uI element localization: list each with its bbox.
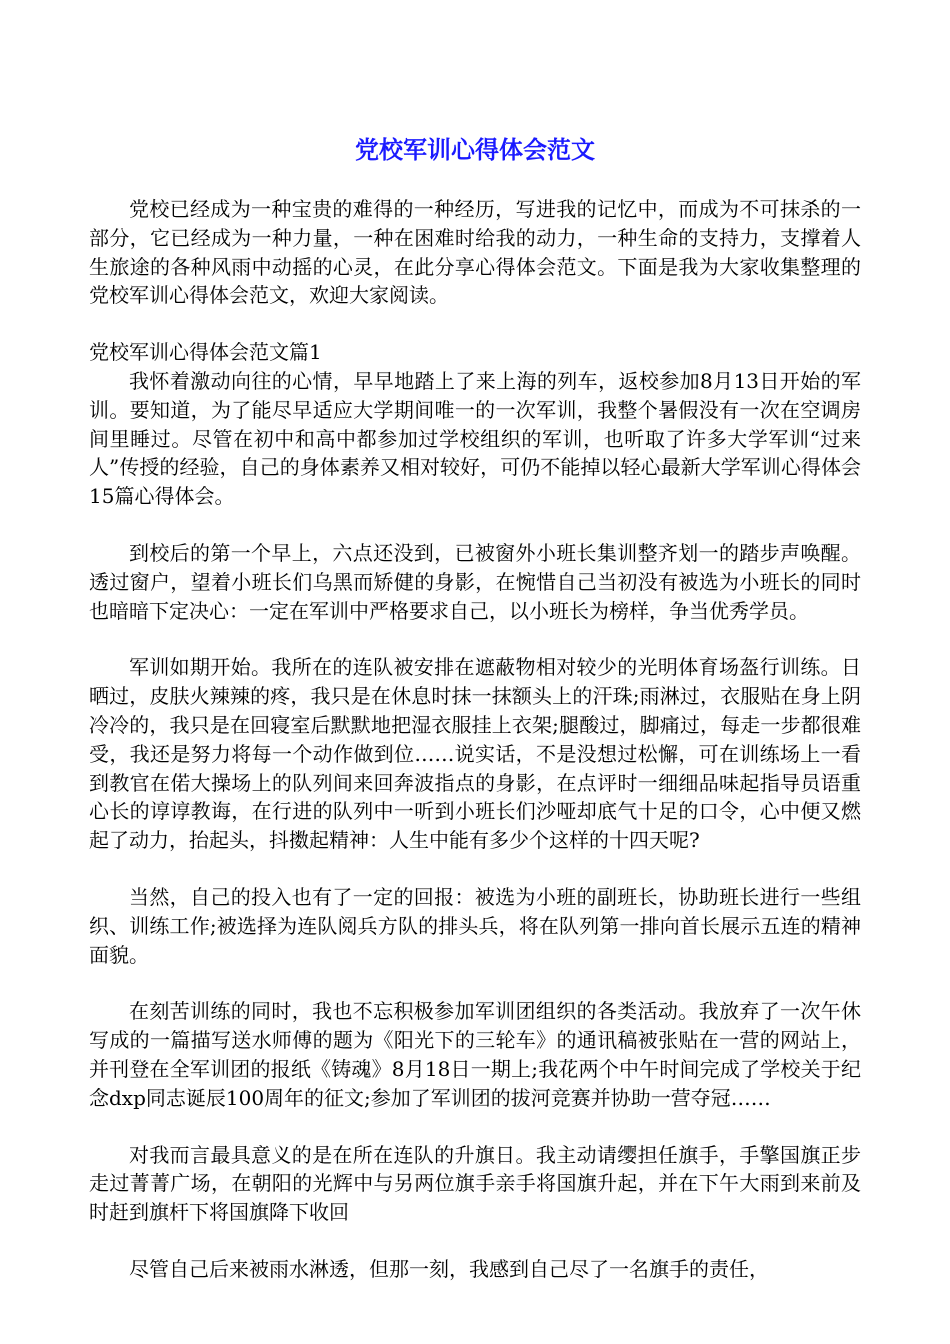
body-paragraph-3: 军训如期开始。我所在的连队被安排在遮蔽物相对较少的光明体育场盔行训练。日晒过，皮肤火辣辣的疼，我只是在休息时抹一抹额头上的汗珠;雨淋过，衣服贴在身上阴冷冷的，我只是在回寝室后默默地把湿衣服挂上衣架;腿酸过，脚痛过，每走一步都很难受，我还是努力将每一个动作做到位……说实话，不是没想过松懈，可在训练场上一看到教官在偌大操场上的队列间来回奔波指点的身影，在点评时一细细品味起指导员语重心长的谆谆教诲，在行进的队列中一听到小班长们沙哑却底气十足的口令，心中便又燃起了动力，抬起头，抖擞起精神：人生中能有多少个这样的十四天呢?	[89, 655, 861, 853]
body-paragraph-2: 到校后的第一个早上，六点还没到，已被窗外小班长集训整齐划一的踏步声唤醒。透过窗户，望着小班长们乌黑而矫健的身影，在惋惜自己当初没有被选为小班长的同时也暗暗下定决心：一定在军训中严格要求自己，以小班长为榜样，争当优秀学员。	[89, 540, 861, 623]
body-paragraph-4: 当然，自己的投入也有了一定的回报：被选为小班的副班长，协助班长进行一些组织、训练工作;被选择为连队阅兵方队的排头兵，将在队列第一排向首长展示五连的精神面貌。	[89, 884, 861, 967]
intro-paragraph: 党校已经成为一种宝贵的难得的一种经历，写进我的记忆中，而成为不可抹杀的一部分，它已经成为一种力量，一种在困难时给我的动力，一种生命的支持力，支撑着人生旅途的各种风雨中动摇的心灵，在此分享心得体会范文。下面是我为大家收集整理的党校军训心得体会范文，欢迎大家阅读。	[89, 197, 861, 308]
body-paragraph-1: 我怀着激动向往的心情，早早地踏上了来上海的列车，返校参加8月13日开始的军训。要知道，为了能尽早适应大学期间唯一的一次军训，我整个暑假没有一次在空调房间里睡过。尽管在初中和高中都参加过学校组织的军训，也听取了许多大学军训“过来人”传授的经验，自己的身体素养又相对较好，可仍不能掉以轻心最新大学军训心得体会15篇心得体会。	[89, 368, 861, 509]
section-heading: 党校军训心得体会范文篇1	[89, 340, 322, 365]
document-title: 党校军训心得体会范文	[355, 136, 595, 164]
document-body	[89, 195, 861, 1312]
body-paragraph-6: 对我而言最具意义的是在所在连队的升旗日。我主动请缨担任旗手，手擎国旗正步走过菁菁广场，在朝阳的光辉中与另两位旗手亲手将国旗升起，并在下午大雨到来前及时赶到旗杆下将国旗降下收回	[89, 1142, 861, 1225]
body-paragraph-5: 在刻苦训练的同时，我也不忘积极参加军训团组织的各类活动。我放弃了一次午休写成的一篇描写送水师傅的题为《阳光下的三轮车》的通讯稿被张贴在一营的网站上，并刊登在全军训团的报纸《铸魂》8月18日一期上;我花两个中午时间完成了学校关于纪念dxp同志诞辰100周年的征文;参加了军训团的拔河竞赛并协助一营夺冠……	[89, 999, 861, 1110]
body-paragraph-7: 尽管自己后来被雨水淋透，但那一刻，我感到自己尽了一名旗手的责任，	[129, 1256, 769, 1281]
